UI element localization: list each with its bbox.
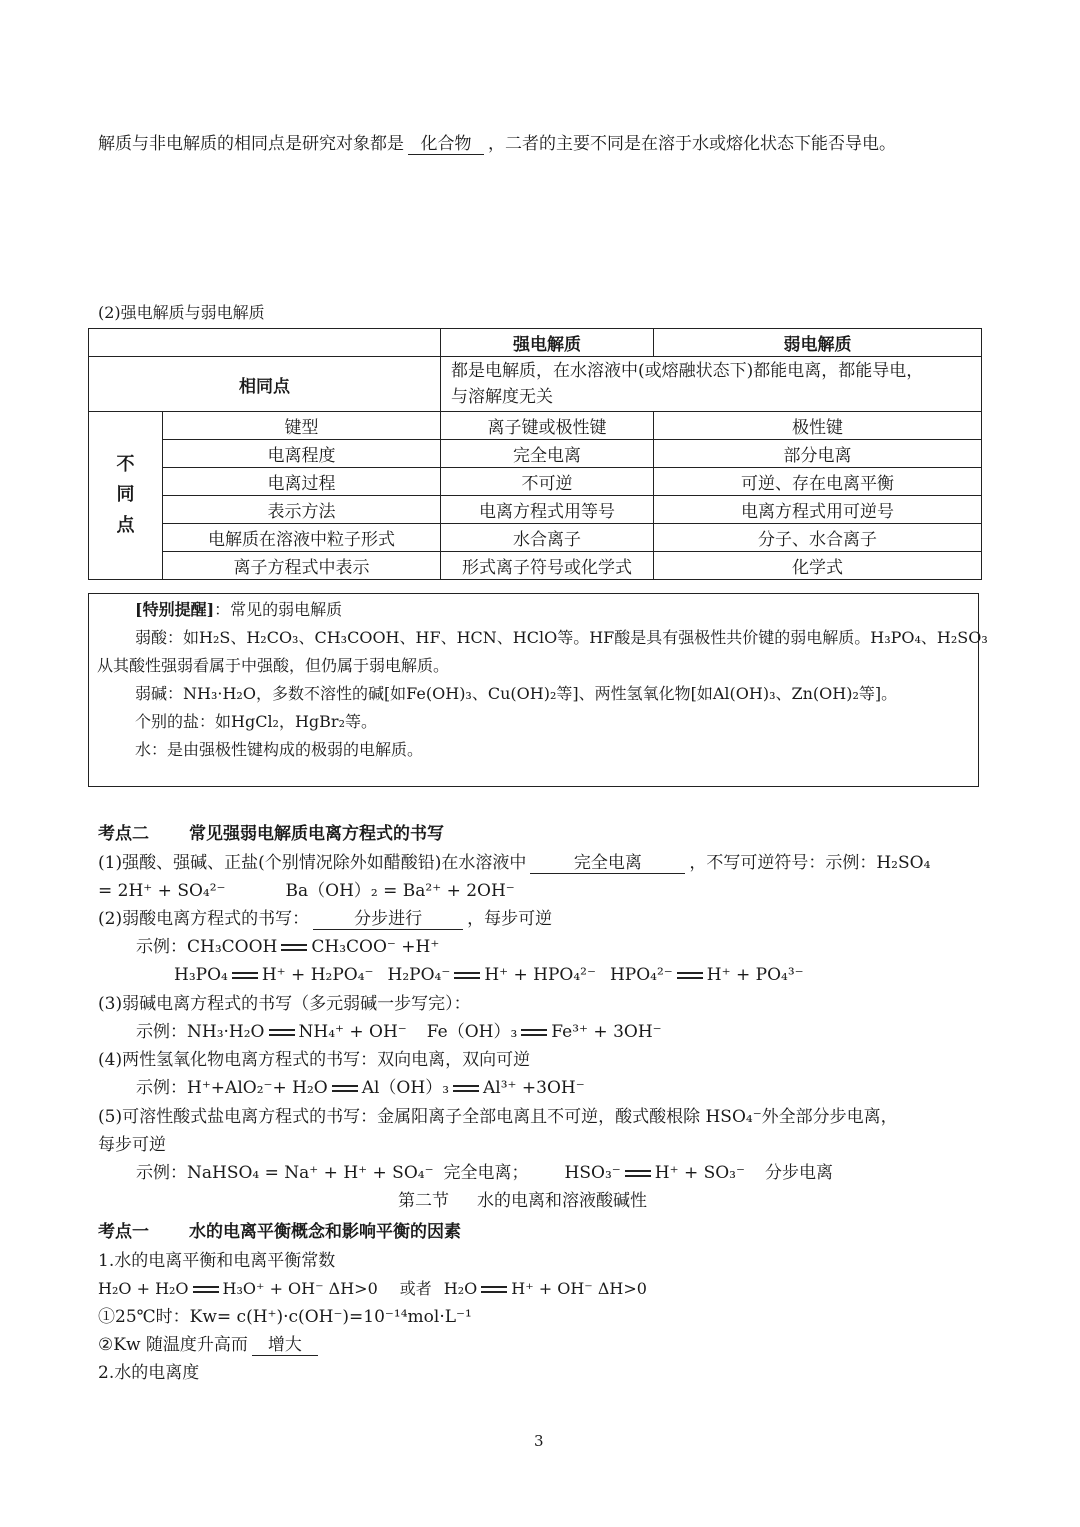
row-item: 离子方程式中表示	[163, 552, 441, 580]
row-strong: 不可逆	[441, 468, 654, 496]
header-weak: 弱电解质	[654, 329, 982, 357]
row-weak: 可逆、存在电离平衡	[654, 468, 982, 496]
intro-line	[98, 134, 896, 155]
same-text-line2: 与溶解度无关	[451, 387, 553, 407]
intro-after: ，二者的主要不同是在溶于水或熔化状态下能否导电。	[488, 134, 896, 154]
k1-equation-line: H₂O + H₂O H₃O⁺ + OH⁻ ΔH>0 或者 H₂O H⁺ + OH⁻ ΔH>0	[98, 1279, 647, 1298]
reversible-arrow-icon	[281, 943, 307, 952]
reversible-arrow-icon	[332, 1084, 358, 1093]
p2-example1: 示例：CH₃COOH CH₃COO⁻ +H⁺	[136, 937, 440, 957]
p5-example: 示例：NaHSO₄ = Na⁺ + H⁺ + SO₄⁻ 完全电离； HSO₃⁻ H⁺ + SO₃⁻ 分步电离	[136, 1163, 833, 1183]
k1-kw2-line: ②Kw 随温度升高而 增大	[98, 1335, 318, 1356]
intro-blank: 化合物	[408, 135, 484, 155]
reversible-arrow-icon	[453, 1084, 479, 1093]
reversible-arrow-icon	[481, 1285, 507, 1294]
p1-blank: 完全电离	[530, 854, 685, 874]
p3-example: 示例：NH₃·H₂O NH₄⁺ + OH⁻ Fe（OH）₃ Fe³⁺ + 3OH⁻	[136, 1022, 662, 1042]
intro-before: 解质与非电解质的相同点是研究对象都是	[98, 134, 404, 154]
p2-line	[98, 909, 552, 930]
reminder-title: [特别提醒]	[135, 600, 215, 619]
reminder-water-line: 水：是由强极性键构成的极弱的电解质。	[135, 740, 424, 759]
p2-after: ，每步可逆	[467, 909, 553, 929]
row-item: 表示方法	[163, 496, 441, 524]
section-title: 水的电离和溶液酸碱性	[477, 1191, 647, 1211]
reversible-arrow-icon	[521, 1028, 547, 1037]
p1-after: ，不写可逆符号：示例：H₂SO₄	[689, 853, 931, 873]
same-label: 相同点	[89, 357, 441, 412]
table-row	[89, 524, 982, 552]
section-num: 第二节	[398, 1191, 449, 1211]
p2-blank: 分步进行	[313, 910, 463, 930]
table-corner	[89, 329, 441, 357]
reversible-arrow-icon	[269, 1028, 295, 1037]
reminder-base-line: 弱碱：NH₃·H₂O，多数不溶性的碱[如Fe(OH)₃、Cu(OH)₂等]、两性氢氧化物[如Al(OH)₃、Zn(OH)₂等]。	[135, 684, 898, 703]
electrolyte-table	[88, 328, 982, 580]
k1-s2: 2.水的电离度	[98, 1363, 200, 1383]
table-row	[89, 496, 982, 524]
table-row-same	[89, 357, 982, 412]
row-strong: 电离方程式用等号	[441, 496, 654, 524]
same-text-line1: 都是电解质，在水溶液中(或熔融状态下)都能电离，都能导电，	[451, 360, 924, 381]
reversible-arrow-icon	[625, 1169, 651, 1178]
p4-title: (4)两性氢氧化物电离方程式的书写：双向电离，双向可逆	[98, 1050, 531, 1070]
reminder-acid-line1: 弱酸：如H₂S、H₂CO₃、CH₃COOH、HF、HCN、HClO等。HF酸是具有强极性共价键的弱电解质。H₃PO₄、H₂SO₃	[135, 628, 988, 647]
kaodian1-label: 考点一	[98, 1222, 149, 1242]
p4-example: 示例：H⁺+AlO₂⁻+ H₂O Al（OH）₃ Al³⁺ +3OH⁻	[136, 1078, 585, 1098]
reversible-arrow-icon	[193, 1285, 219, 1294]
p1-eq-b: Ba（OH）₂ = Ba²⁺ + 2OH⁻	[285, 881, 515, 901]
kaodian1-heading	[98, 1222, 461, 1242]
same-text	[441, 357, 982, 412]
row-strong: 完全电离	[441, 440, 654, 468]
table-row	[89, 412, 982, 440]
section-heading	[398, 1191, 647, 1211]
p1-line2	[98, 881, 515, 901]
diff-label: 不 同 点	[89, 412, 163, 580]
k1-kw-line: ①25℃时：Kw= c(H⁺)·c(OH⁻)=10⁻¹⁴mol·L⁻¹	[98, 1307, 472, 1327]
reversible-arrow-icon	[677, 971, 703, 980]
reminder-title-line	[135, 600, 342, 619]
row-weak: 电离方程式用可逆号	[654, 496, 982, 524]
page-number: 3	[534, 1432, 544, 1450]
row-item: 电解质在溶液中粒子形式	[163, 524, 441, 552]
row-strong: 形式离子符号或化学式	[441, 552, 654, 580]
p5-line1: (5)可溶性酸式盐电离方程式的书写：金属阳离子全部电离且不可逆，酸式酸根除 HSO₄⁻外全部分步电离，	[98, 1107, 898, 1127]
p1-before: (1)强酸、强碱、正盐(个别情况除外如醋酸铅)在水溶液中	[98, 853, 527, 873]
row-weak: 分子、水合离子	[654, 524, 982, 552]
p5-line2: 每步可逆	[98, 1135, 166, 1155]
reversible-arrow-icon	[232, 971, 258, 980]
kaodian2-label: 考点二	[98, 824, 149, 844]
kaodian2-heading	[98, 824, 444, 844]
table-header-row	[89, 329, 982, 357]
k1-kw2-blank: 增大	[252, 1336, 318, 1356]
p1-eq-a: = 2H⁺ + SO₄²⁻	[98, 881, 226, 901]
reminder-title-rest: ：常见的弱电解质	[214, 600, 343, 619]
p2-example2: H₃PO₄ H⁺ + H₂PO₄⁻ H₂PO₄⁻ H⁺ + HPO₄²⁻ HPO₄²⁻ H⁺ + PO₄³⁻	[174, 965, 804, 985]
reminder-salt-line: 个别的盐：如HgCl₂，HgBr₂等。	[135, 712, 377, 731]
table-row	[89, 552, 982, 580]
table-row	[89, 440, 982, 468]
reminder-box	[88, 593, 988, 787]
row-weak: 部分电离	[654, 440, 982, 468]
p1-line1	[98, 853, 930, 874]
row-item: 电离过程	[163, 468, 441, 496]
reminder-acid-line2: 从其酸性强弱看属于中强酸，但仍属于弱电解质。	[97, 656, 450, 675]
row-item: 键型	[163, 412, 441, 440]
row-strong: 水合离子	[441, 524, 654, 552]
table-row	[89, 468, 982, 496]
k1-s1: 1.水的电离平衡和电离平衡常数	[98, 1251, 336, 1271]
kaodian1-title: 水的电离平衡概念和影响平衡的因素	[189, 1222, 461, 1242]
row-item: 电离程度	[163, 440, 441, 468]
row-strong: 离子键或极性键	[441, 412, 654, 440]
kaodian2-title: 常见强弱电解质电离方程式的书写	[189, 824, 444, 844]
section2-title: (2)强电解质与弱电解质	[98, 303, 265, 322]
reversible-arrow-icon	[454, 971, 480, 980]
row-weak: 极性键	[654, 412, 982, 440]
row-weak: 化学式	[654, 552, 982, 580]
p2-before: (2)弱酸电离方程式的书写：	[98, 909, 310, 929]
p3-title: (3)弱碱电离方程式的书写（多元弱碱一步写完）：	[98, 994, 471, 1014]
header-strong: 强电解质	[441, 329, 654, 357]
